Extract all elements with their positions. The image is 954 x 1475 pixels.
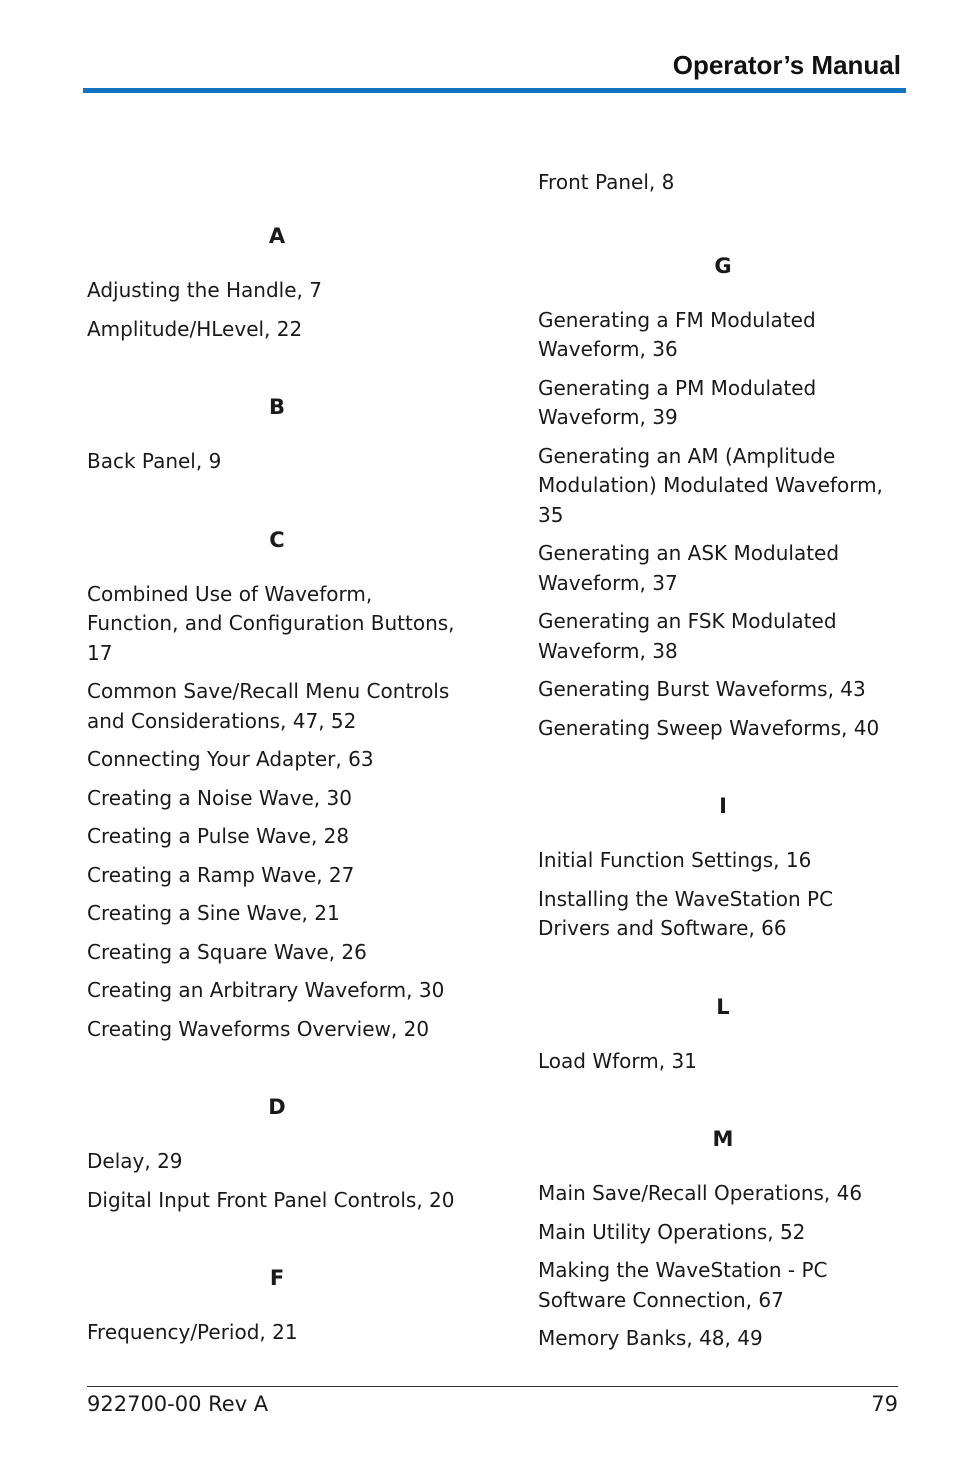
index-entry: Common Save/Recall Menu Controls and Considerations, 47, 52 <box>87 679 450 733</box>
index-letter-f: F <box>269 1266 285 1290</box>
index-entry: Front Panel, 8 <box>538 170 675 194</box>
index-entry: Adjusting the Handle, 7 <box>87 278 322 302</box>
index-entry: Generating a PM Modulated Waveform, 39 <box>538 375 817 429</box>
index-entry: Memory Banks, 48, 49 <box>538 1326 763 1350</box>
index-entry: Creating a Ramp Wave, 27 <box>87 862 355 887</box>
index-entry: Generating an ASK Modulated Waveform, 37 <box>538 541 840 595</box>
index-entry: Back Panel, 9 <box>87 449 222 473</box>
index-entry: Load Wform, 31 <box>538 1048 697 1073</box>
index-entry: Generating a FM Modulated Waveform, 36 <box>538 307 816 361</box>
index-right-column <box>538 168 908 1363</box>
index-letter-a: A <box>268 224 286 248</box>
index-entry: Initial Function Settings, 16 <box>538 848 812 872</box>
index-entry: Main Save/Recall Operations, 46 <box>538 1181 863 1205</box>
index-letter-i: I <box>719 794 727 818</box>
index-entry: Creating a Pulse Wave, 28 <box>87 824 350 848</box>
index-entry: Creating a Noise Wave, 30 <box>87 785 352 810</box>
index-entry: Installing the WaveStation PC Drivers and Software, 66 <box>538 886 834 940</box>
index-entry: Digital Input Front Panel Controls, 20 <box>87 1187 455 1212</box>
index-entry: Generating an FSK Modulated Waveform, 38 <box>538 609 837 663</box>
index-letter-d: D <box>268 1095 286 1119</box>
index-entry: Creating a Square Wave, 26 <box>87 939 367 964</box>
footer-doc-number: 922700-00 Rev A <box>87 1392 269 1416</box>
index-entry: Generating Burst Waveforms, 43 <box>538 677 866 701</box>
index-entry: Making the WaveStation - PC Software Connection, 67 <box>538 1258 828 1312</box>
index-entry: Generating an AM (Amplitude Modulation) Modulated Waveform, 35 <box>538 443 883 527</box>
index-letter-g: G <box>714 253 732 278</box>
index-letter-l: L <box>716 994 730 1019</box>
index-entry: Generating Sweep Waveforms, 40 <box>538 715 880 740</box>
header-rule <box>83 88 906 93</box>
index-letter-b: B <box>268 395 285 419</box>
index-letter-m: M <box>712 1127 734 1151</box>
index-letter-c: C <box>269 527 285 552</box>
index-entry: Delay, 29 <box>87 1149 183 1173</box>
footer-rule <box>87 1386 898 1387</box>
page-header-title: Operator’s Manual <box>672 50 901 80</box>
index-entry: Connecting Your Adapter, 63 <box>87 747 374 771</box>
index-entry: Frequency/Period, 21 <box>87 1320 298 1344</box>
index-left-column <box>87 168 467 1357</box>
index-entry: Combined Use of Waveform, Function, and Configuration Buttons, 17 <box>87 581 455 665</box>
index-entry: Main Utility Operations, 52 <box>538 1219 806 1244</box>
index-entry: Creating a Sine Wave, 21 <box>87 901 340 925</box>
index-entry: Creating Waveforms Overview, 20 <box>87 1016 430 1041</box>
index-entry: Amplitude/HLevel, 22 <box>87 316 303 341</box>
footer-page-number: 79 <box>871 1392 898 1416</box>
index-entry: Creating an Arbitrary Waveform, 30 <box>87 978 445 1002</box>
